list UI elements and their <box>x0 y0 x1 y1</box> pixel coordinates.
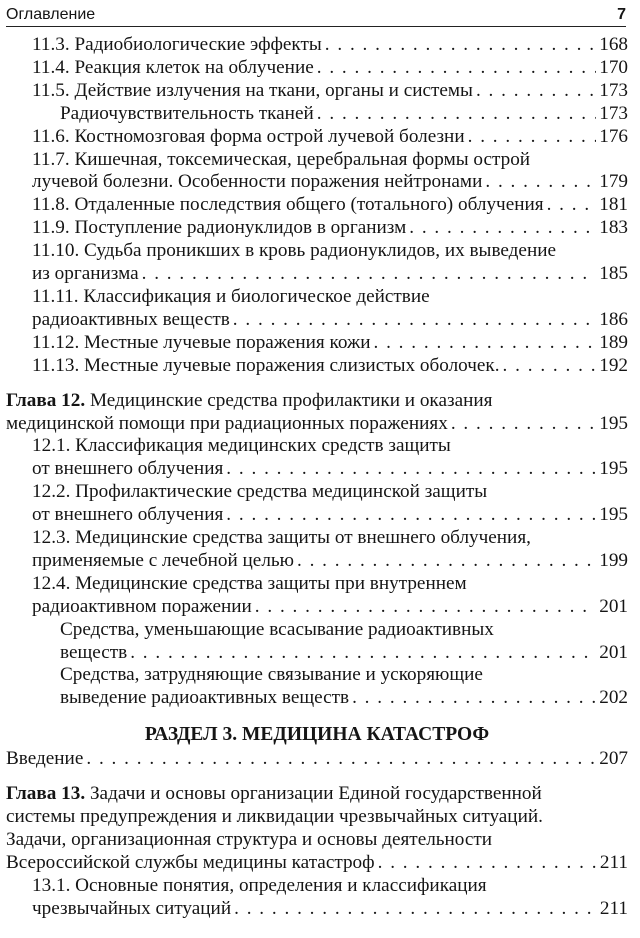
toc-entry-title-text: выведение радиоактивных веществ <box>60 687 350 709</box>
toc-page-number: 192 <box>599 354 628 376</box>
toc-entry-line <box>32 875 628 898</box>
toc-entry-line <box>32 286 628 309</box>
toc-entry[interactable] <box>6 217 628 240</box>
toc-page-number: 186 <box>599 308 628 330</box>
toc-entry-title-text: медицинской помощи при радиационных поражениях <box>6 412 448 434</box>
toc-entry-title-text: Средства, уменьшающие всасывание радиоактивных <box>60 618 494 640</box>
toc-entry-line <box>32 80 628 103</box>
dot-leader <box>378 852 597 875</box>
table-of-contents <box>6 34 628 921</box>
toc-page-number: 168 <box>599 34 628 55</box>
toc-entry-text <box>32 80 473 103</box>
toc-page-number: 199 <box>599 549 628 571</box>
dot-leader <box>130 642 596 665</box>
toc-entry-title-text: системы предупреждения и ликвидации чрезвычайных ситуаций. <box>6 806 543 828</box>
toc-entry-text <box>6 852 375 875</box>
running-header-title: Оглавление <box>6 6 96 23</box>
toc-entry-line <box>60 642 628 665</box>
toc-entry[interactable] <box>6 783 628 875</box>
toc-entry-text <box>32 550 294 573</box>
toc-entry-title-text: 11.9. Поступление радионуклидов в организм <box>32 217 407 239</box>
toc-entry-line <box>32 263 628 286</box>
toc-entry[interactable] <box>6 80 628 103</box>
toc-entry[interactable] <box>6 57 628 80</box>
toc-entry-line <box>32 240 628 263</box>
toc-entry[interactable] <box>6 355 628 378</box>
dot-leader <box>476 80 596 103</box>
toc-entry[interactable] <box>6 875 628 921</box>
dot-leader <box>226 504 596 527</box>
toc-entry-line <box>32 596 628 619</box>
chapter-label: Глава 13. <box>6 783 86 805</box>
toc-entry-title-text: 11.3. Радиобиологические эффекты <box>32 34 322 55</box>
toc-page-number: 181 <box>599 194 628 216</box>
dot-leader <box>352 687 596 710</box>
toc-entry-line <box>6 413 628 436</box>
toc-entry-text <box>32 263 139 286</box>
toc-page-number: 211 <box>599 851 628 873</box>
toc-entry-text <box>32 217 406 240</box>
toc-page-number: 170 <box>599 56 628 78</box>
dot-leader <box>86 748 596 771</box>
dot-leader <box>451 413 596 436</box>
toc-page-number: 179 <box>599 171 628 193</box>
toc-entry-line <box>32 34 628 57</box>
toc-entry-text <box>32 573 467 594</box>
toc-page-number: 207 <box>599 748 628 770</box>
toc-entry-line <box>60 687 628 710</box>
toc-entry[interactable] <box>6 286 628 332</box>
toc-entry-text <box>32 504 223 527</box>
dot-leader <box>485 171 596 194</box>
dot-leader <box>317 103 596 126</box>
toc-entry-text <box>32 481 487 502</box>
toc-entry-title-text: радиоактивном поражении <box>32 595 252 617</box>
toc-entry-text <box>60 619 494 640</box>
toc-entry-title-text: 12.2. Профилактические средства медицинской защиты <box>32 481 488 503</box>
toc-page-number: 201 <box>599 595 628 617</box>
toc-entry-line <box>32 171 628 194</box>
toc-entry-text <box>60 642 127 665</box>
toc-entry-line <box>6 852 628 875</box>
toc-entry[interactable] <box>6 240 628 286</box>
toc-entry-line <box>32 527 628 550</box>
page-number: 7 <box>617 6 626 23</box>
toc-entry-text <box>32 355 500 378</box>
toc-entry-title-text: 12.3. Медицинские средства защиты от внешнего облучения, <box>32 527 531 549</box>
toc-entry-text <box>6 413 448 436</box>
toc-page-number: 173 <box>599 79 628 101</box>
toc-entry-text <box>32 332 370 355</box>
toc-entry-line <box>6 806 628 829</box>
toc-entry-title-text: Введение <box>6 748 84 770</box>
toc-entry[interactable] <box>6 664 628 710</box>
toc-entry[interactable] <box>6 481 628 527</box>
toc-entry-line <box>32 149 628 172</box>
toc-entry[interactable] <box>6 390 628 436</box>
toc-entry-title-text: 11.10. Судьба проникших в кровь радионуклидов, их выведение <box>32 240 556 262</box>
toc-entry-title-text: Задачи и основы организации Единой государственной <box>85 783 542 805</box>
dot-leader <box>234 898 597 921</box>
toc-entry-line <box>32 309 628 332</box>
toc-entry-line <box>60 103 628 126</box>
toc-entry-text <box>60 103 314 126</box>
toc-entry[interactable] <box>6 527 628 573</box>
toc-entry[interactable] <box>6 332 628 355</box>
toc-entry[interactable] <box>6 748 628 771</box>
toc-entry-line <box>32 126 628 149</box>
toc-entry-title-text: Задачи, организационная структура и основы деятельности <box>6 829 493 850</box>
toc-entry-text <box>60 687 349 710</box>
toc-entry-line <box>32 217 628 240</box>
toc-entry-title-text: радиоактивных веществ <box>32 308 230 330</box>
toc-entry-line <box>32 898 628 921</box>
toc-entry-text <box>6 748 83 771</box>
toc-entry-title-text: 11.12. Местные лучевые поражения кожи <box>32 331 371 353</box>
dot-leader <box>325 34 596 57</box>
dot-leader <box>142 263 597 286</box>
toc-entry-text <box>6 783 542 804</box>
toc-entry-line <box>32 355 628 378</box>
toc-entry-text <box>32 527 531 548</box>
toc-entry[interactable] <box>6 126 628 149</box>
dot-leader <box>503 355 597 378</box>
toc-page-number: 195 <box>599 504 628 526</box>
toc-entry[interactable] <box>6 619 628 665</box>
toc-entry-title-text: 11.5. Действие излучения на ткани, органы и системы <box>32 79 473 101</box>
toc-entry-title-text: 11.4. Реакция клеток на облучение <box>32 56 314 78</box>
toc-entry-text <box>32 126 465 149</box>
toc-entry-line <box>32 57 628 80</box>
toc-entry-line <box>32 550 628 573</box>
toc-entry-title-text: Всероссийской службы медицины катастроф <box>6 851 375 873</box>
toc-entry-title-text: от внешнего облучения <box>32 458 224 480</box>
toc-entry-title-text: Средства, затрудняющие связывание и ускоряющие <box>60 664 483 686</box>
toc-page-number: 195 <box>599 412 628 434</box>
dot-leader <box>317 57 596 80</box>
toc-entry-title-text: лучевой болезни. Особенности поражения нейтронами <box>32 171 483 193</box>
toc-entry[interactable] <box>6 573 628 619</box>
toc-entry-title-text: 11.6. Костномозговая форма острой лучевой болезни <box>32 125 465 147</box>
toc-entry-title-text: Медицинские средства профилактики и оказания <box>85 389 493 411</box>
toc-entry-line <box>32 573 628 596</box>
toc-entry-title-text: 12.1. Классификация медицинских средств защиты <box>32 435 451 457</box>
toc-entry-line <box>32 435 628 458</box>
toc-entry-title-text: 11.11. Классификация и биологическое действие <box>32 285 430 307</box>
toc-entry-title-text: веществ <box>60 641 128 663</box>
toc-entry-text <box>32 435 451 456</box>
toc-entry-line <box>32 332 628 355</box>
toc-entry-text <box>32 458 223 481</box>
toc-page-number: 195 <box>599 458 628 480</box>
toc-page-number: 185 <box>599 263 628 285</box>
toc-page-number: 211 <box>599 897 628 919</box>
toc-entry-text <box>32 149 530 170</box>
toc-entry-title-text: 11.7. Кишечная, токсемическая, церебральная формы острой <box>32 148 531 170</box>
toc-page-number: 176 <box>599 125 628 147</box>
dot-leader <box>297 550 596 573</box>
toc-entry-line <box>32 481 628 504</box>
toc-entry-title-text: применяемые с лечебной целью <box>32 549 294 571</box>
toc-page-number: 201 <box>599 641 628 663</box>
toc-entry-text <box>32 194 544 217</box>
toc-entry-line <box>6 748 628 771</box>
toc-entry-line <box>60 664 628 687</box>
toc-entry-line <box>6 783 628 806</box>
toc-entry-text <box>6 829 492 850</box>
toc-entry-title-text: из организма <box>32 263 139 285</box>
toc-entry-text <box>6 390 492 411</box>
toc-entry-text <box>32 171 482 194</box>
toc-entry-title-text: 11.13. Местные лучевые поражения слизистых оболочек. <box>32 354 500 376</box>
toc-entry-text <box>32 596 252 619</box>
dot-leader <box>233 309 596 332</box>
toc-entry-title-text: 11.8. Отдаленные последствия общего (тотального) облучения <box>32 194 544 216</box>
toc-entry[interactable] <box>6 103 628 126</box>
toc-entry-line <box>32 458 628 481</box>
section-heading: РАЗДЕЛ 3. МЕДИЦИНА КАТАСТРОФ <box>144 724 490 746</box>
toc-entry-text <box>32 898 231 921</box>
toc-entry-line <box>6 829 628 852</box>
dot-leader <box>226 458 596 481</box>
toc-entry-title-text: чрезвычайных ситуаций <box>32 897 232 919</box>
toc-entry-line <box>32 194 628 217</box>
dot-leader <box>547 194 597 217</box>
toc-entry[interactable] <box>6 194 628 217</box>
toc-entry-text <box>32 57 314 80</box>
toc-entry-text <box>32 309 230 332</box>
toc-entry-text <box>60 664 483 685</box>
toc-entry[interactable] <box>6 435 628 481</box>
toc-entry-title-text: Радиочувствительность тканей <box>60 102 314 124</box>
dot-leader <box>468 126 597 149</box>
running-header <box>6 3 626 27</box>
toc-entry-line <box>32 504 628 527</box>
toc-entry-text <box>32 875 487 896</box>
toc-entry-title-text: 13.1. Основные понятия, определения и классификация <box>32 874 487 896</box>
dot-leader <box>255 596 596 619</box>
toc-entry-title-text: от внешнего облучения <box>32 504 224 526</box>
toc-entry-title-text: 12.4. Медицинские средства защиты при внутреннем <box>32 572 467 594</box>
toc-entry[interactable] <box>6 34 628 57</box>
toc-entry-text <box>32 34 322 57</box>
toc-entry-text <box>32 240 556 261</box>
toc-entry-text <box>6 806 543 827</box>
toc-entry-line <box>6 390 628 413</box>
toc-page-number: 189 <box>599 331 628 353</box>
toc-entry-line <box>60 619 628 642</box>
toc-page-number: 202 <box>599 687 628 709</box>
dot-leader <box>373 332 596 355</box>
toc-page-number: 183 <box>599 217 628 239</box>
toc-entry-text <box>32 286 430 307</box>
chapter-label: Глава 12. <box>6 389 86 411</box>
dot-leader <box>409 217 596 240</box>
toc-entry[interactable] <box>6 149 628 195</box>
toc-page-number: 173 <box>599 102 628 124</box>
